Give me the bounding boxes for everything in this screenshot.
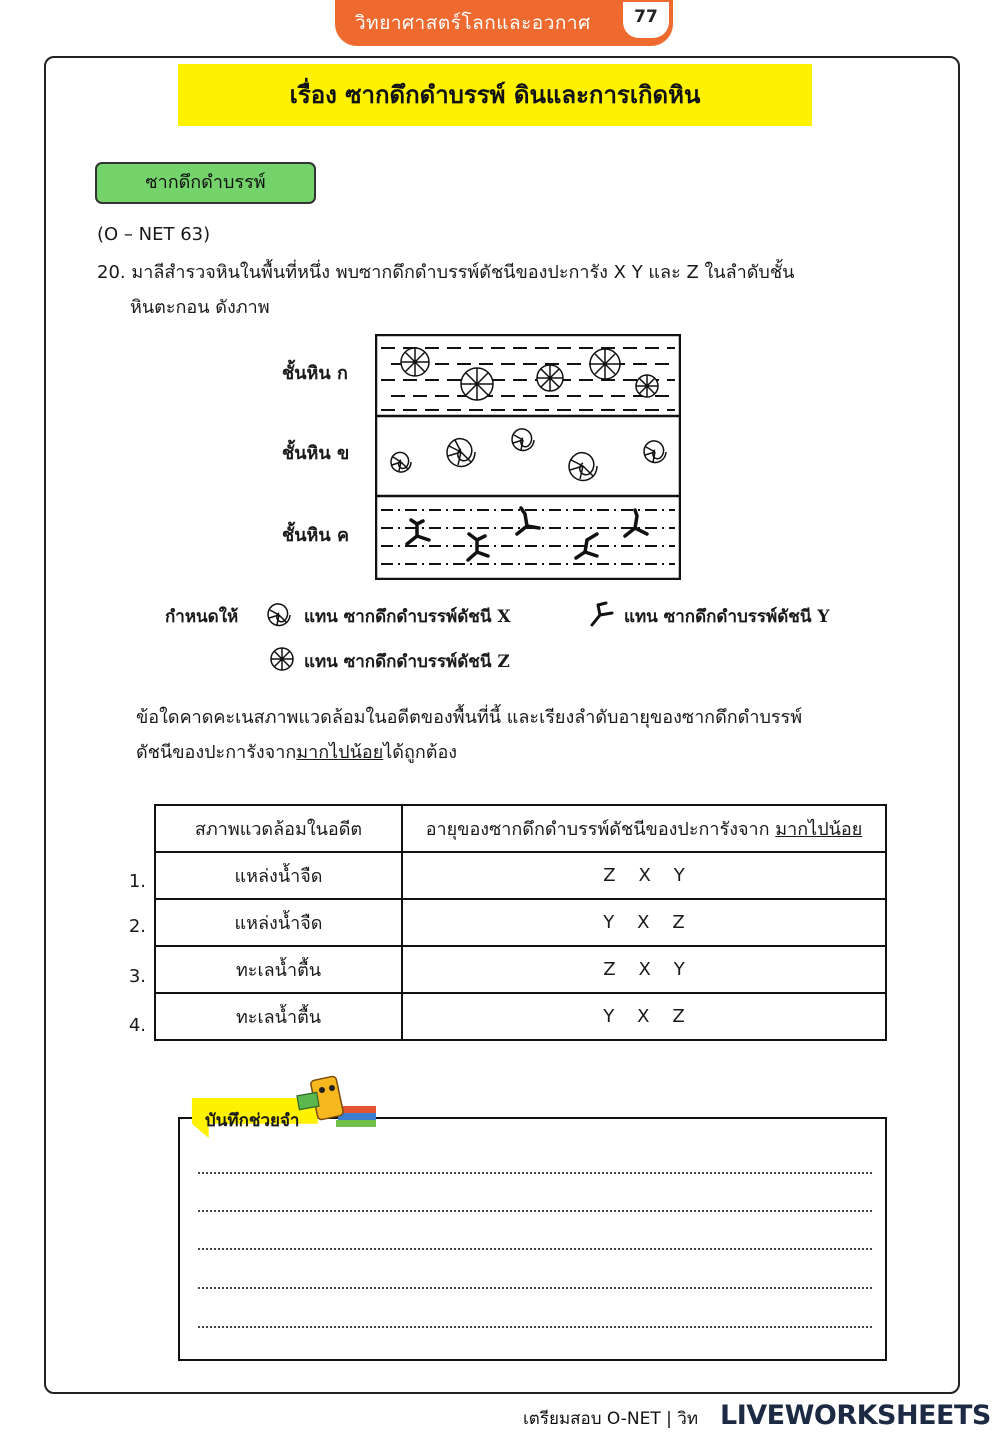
memo-writing-line[interactable]	[198, 1248, 872, 1250]
layer-label-top: ชั้นหิน ก	[282, 363, 348, 384]
order-cell: Z X Y	[402, 852, 886, 899]
legend-y-label: แทน ซากดึกดำบรรพ์ดัชนี Y	[624, 607, 830, 627]
legend-x-label: แทน ซากดึกดำบรรพ์ดัชนี X	[304, 607, 511, 627]
memo-writing-line[interactable]	[198, 1210, 872, 1212]
table-row[interactable]	[155, 993, 886, 1040]
environment-cell: แหล่งน้ำจืด	[155, 852, 402, 899]
choice-number: 3.	[128, 966, 146, 987]
memo-box	[178, 1117, 887, 1361]
prompt-line-1: ข้อใดคาดคะเนสภาพแวดล้อมในอดีตของพื้นที่นี้ และเรียงลำดับอายุของซากดึกดำบรรพ์	[136, 707, 803, 728]
prompt-line-2-pre: ดัชนีของปะการังจาก	[136, 742, 297, 763]
memo-writing-line[interactable]	[198, 1326, 872, 1328]
header-environment: สภาพแวดล้อมในอดีต	[155, 805, 402, 852]
environment-cell: แหล่งน้ำจืด	[155, 899, 402, 946]
rock-strata-diagram	[375, 334, 681, 580]
section-label: ซากดึกดำบรรพ์	[95, 162, 316, 204]
table-row[interactable]	[155, 852, 886, 899]
page-title: เรื่อง ซากดึกดำบรรพ์ ดินและการเกิดหิน	[289, 80, 701, 109]
environment-cell: ทะเลน้ำตื้น	[155, 946, 402, 993]
fossil-z-icon	[401, 348, 429, 376]
environment-cell: ทะเลน้ำตื้น	[155, 993, 402, 1040]
legend-x-icon	[262, 601, 296, 629]
footer-text: เตรียมสอบ O-NET | วิท	[523, 1409, 699, 1429]
choice-number: 4.	[128, 1015, 146, 1036]
answer-table	[154, 804, 887, 1041]
legend-given: กำหนดให้	[165, 607, 239, 627]
prompt-line-2	[136, 738, 457, 768]
header-emphasis: มากไปน้อย	[775, 819, 863, 840]
choice-number: 1.	[128, 871, 146, 892]
question-line-2: หินตะกอน ดังภาพ	[130, 297, 270, 318]
choice-number: 2.	[128, 916, 146, 937]
legend-z-icon	[268, 645, 296, 673]
liveworksheets-watermark[interactable]: LIVEWORKSHEETS	[720, 1400, 991, 1431]
prompt-emphasis: มากไปน้อย	[296, 742, 384, 763]
table-row[interactable]	[155, 946, 886, 993]
header-fossil-age-text: อายุของซากดึกดำบรรพ์ดัชนีของปะการังจาก	[425, 819, 770, 840]
memo-writing-line[interactable]	[198, 1287, 872, 1289]
order-cell: Y X Z	[402, 899, 886, 946]
table-row[interactable]	[155, 899, 886, 946]
page-number: 77	[634, 7, 658, 27]
fossil-z-icon	[461, 368, 493, 400]
table-header-row	[155, 805, 886, 852]
legend-y-icon	[588, 601, 618, 629]
fossil-z-icon	[590, 349, 620, 379]
header-fossil-age	[402, 805, 886, 852]
order-cell: Z X Y	[402, 946, 886, 993]
legend-z-label: แทน ซากดึกดำบรรพ์ดัชนี Z	[304, 652, 510, 672]
reading-book-mascot-icon	[296, 1072, 380, 1132]
question-line-1: 20. มาลีสำรวจหินในพื้นที่หนึ่ง พบซากดึกดำบรรพ์ดัชนีของปะการัง X Y และ Z ในลำดับชั้น	[97, 262, 795, 283]
order-cell: Y X Z	[402, 993, 886, 1040]
question-source: (O – NET 63)	[97, 224, 211, 245]
layer-label-middle: ชั้นหิน ข	[282, 443, 350, 464]
memo-title: บันทึกช่วยจำ	[205, 1111, 300, 1131]
fossil-z-icon	[636, 375, 658, 397]
subject-title: วิทยาศาสตร์โลกและอวกาศ	[355, 12, 591, 34]
memo-writing-line[interactable]	[198, 1172, 872, 1174]
prompt-line-2-post: ได้ถูกต้อง	[383, 742, 458, 763]
layer-label-bottom: ชั้นหิน ค	[282, 525, 349, 546]
fossil-z-icon	[537, 365, 563, 391]
